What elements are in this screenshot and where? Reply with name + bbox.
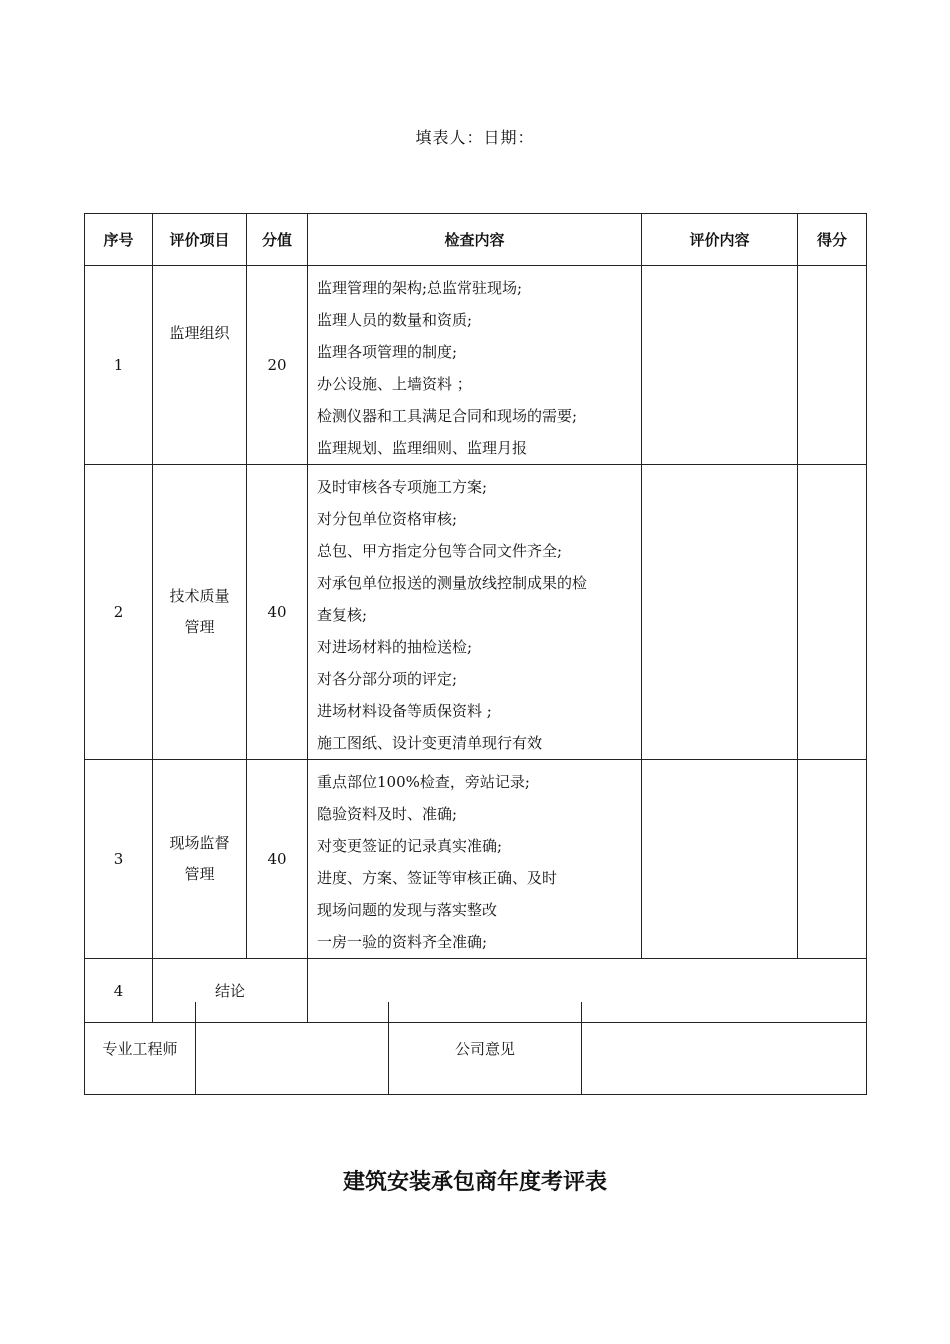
row-no: 3 (85, 760, 153, 959)
col-header-evaluation: 评价内容 (642, 214, 798, 266)
company-opinion-cell[interactable] (582, 1002, 867, 1095)
check-line: 隐验资料及时、准确; (317, 805, 458, 823)
check-line: 重点部位100%检查，旁站记录; (317, 773, 530, 791)
check-line: 对分包单位资格审核; (317, 510, 458, 528)
check-line: 监理管理的架构;总监常驻现场; (317, 279, 523, 297)
col-header-points: 得分 (798, 214, 867, 266)
row-item-label: 管理 (184, 618, 215, 636)
row-no: 2 (85, 465, 153, 760)
row-check-content (308, 760, 642, 959)
row-score: 40 (247, 760, 308, 959)
filler-date-line: 填表人：日期： (415, 128, 535, 147)
conclusion-label: 结论 (153, 959, 308, 1023)
table-row (85, 465, 867, 760)
signoff-row (85, 1002, 867, 1095)
row-check-content (308, 266, 642, 465)
row-points-cell[interactable] (798, 465, 867, 760)
check-line: 现场问题的发现与落实整改 (317, 901, 498, 919)
check-line: 对变更签证的记录真实准确; (317, 837, 503, 855)
row-item (153, 760, 247, 959)
check-line: 检测仪器和工具满足合同和现场的需要; (317, 407, 578, 425)
check-line: 监理各项管理的制度; (317, 343, 458, 361)
engineer-signature-cell[interactable] (196, 1002, 389, 1095)
check-line: 进度、方案、签证等审核正确、及时 (317, 869, 558, 887)
check-line: 办公设施、上墙资料 ； (317, 375, 472, 393)
conclusion-no: 4 (85, 959, 153, 1023)
check-line: 及时审核各专项施工方案; (317, 478, 488, 496)
check-line: 施工图纸、设计变更清单现行有效 (317, 734, 543, 752)
row-evaluation-cell[interactable] (642, 760, 798, 959)
engineer-label: 专业工程师 (85, 1002, 196, 1095)
row-item-label: 管理 (184, 865, 215, 883)
row-points-cell[interactable] (798, 760, 867, 959)
signoff-table (84, 1002, 867, 1095)
check-line: 进场材料设备等质保资料 ; (317, 702, 492, 720)
row-evaluation-cell[interactable] (642, 465, 798, 760)
check-line: 对承包单位报送的测量放线控制成果的检 (317, 574, 588, 592)
col-header-item: 评价项目 (153, 214, 247, 266)
row-evaluation-cell[interactable] (642, 266, 798, 465)
check-line: 监理规划、监理细则、监理月报 (317, 439, 528, 457)
document-title: 建筑安装承包商年度考评表 (342, 1170, 607, 1195)
row-item (153, 465, 247, 760)
row-check-content (308, 465, 642, 760)
col-header-no: 序号 (85, 214, 153, 266)
table-row (85, 266, 867, 465)
evaluation-table (84, 213, 867, 1023)
check-line: 对进场材料的抽检送检; (317, 638, 473, 656)
row-item-label: 监理组织 (169, 324, 230, 342)
row-item-label: 现场监督 (169, 834, 230, 852)
table-header-row (85, 214, 867, 266)
row-score: 20 (247, 266, 308, 465)
row-no: 1 (85, 266, 153, 465)
check-line: 监理人员的数量和资质; (317, 311, 473, 329)
check-line: 查复核; (317, 606, 368, 624)
col-header-score: 分值 (247, 214, 308, 266)
company-opinion-label: 公司意见 (389, 1002, 582, 1095)
check-line: 对各分部分项的评定; (317, 670, 458, 688)
row-score: 40 (247, 465, 308, 760)
col-header-check: 检查内容 (308, 214, 642, 266)
check-line: 一房一验的资料齐全准确; (317, 933, 488, 951)
row-item-label: 技术质量 (169, 587, 230, 605)
row-item (153, 266, 247, 465)
row-points-cell[interactable] (798, 266, 867, 465)
check-line: 总包、甲方指定分包等合同文件齐全; (317, 542, 563, 560)
table-row (85, 760, 867, 959)
